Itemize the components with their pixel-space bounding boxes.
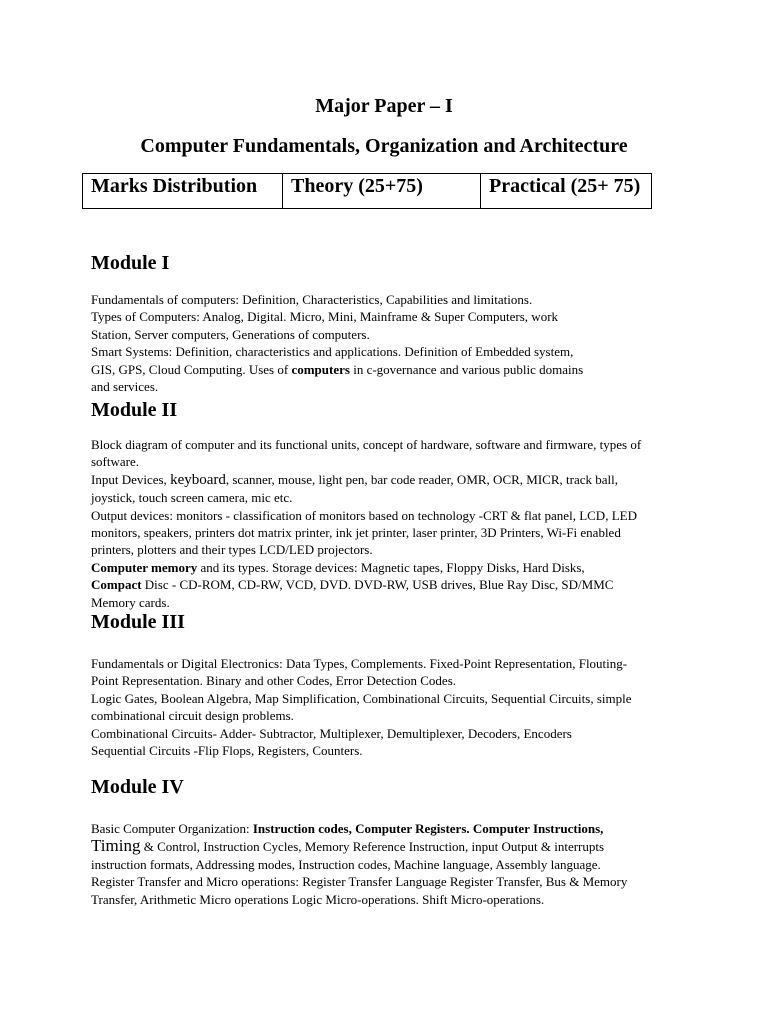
text-segment: , scanner, mouse, light pen, bar code reader, OMR, OCR, MICR, track ball, [225, 471, 618, 487]
module-text-line: instruction formats, Addressing modes, Instruction codes, Machine language, Assembly language. [91, 856, 601, 872]
module-text-line: Station, Server computers, Generations of computers. [91, 326, 370, 342]
module-text-line [91, 837, 691, 855]
module-1-text [91, 291, 691, 395]
module-2-heading: Module II [91, 399, 178, 421]
bold-text: Instruction codes, Computer Registers. Computer Instructions, [252, 821, 604, 836]
emphasized-text: keyboard [170, 471, 226, 488]
module-text-line [91, 820, 691, 837]
module-text-line: printers, plotters and their types LCD/LED projectors. [91, 542, 373, 558]
module-3-heading: Module III [91, 611, 185, 633]
text-segment: GIS, GPS, Cloud Computing. Uses of [91, 361, 292, 377]
module-text-line [91, 559, 691, 576]
module-3-text [91, 655, 691, 759]
marks-table-row [83, 174, 652, 209]
module-text-line: Fundamentals or Digital Electronics: Data Types, Complements. Fixed-Point Representation, Flouting- [91, 656, 628, 671]
module-4-heading: Module IV [91, 776, 184, 798]
text-segment: Basic Computer Organization: [91, 821, 253, 836]
module-text-line: Output devices: monitors - classification of monitors based on technology -CRT & flat panel, LCD, LED [91, 507, 637, 523]
module-text-line [91, 361, 691, 378]
module-text-line: Transfer, Arithmetic Micro operations Logic Micro-operations. Shift Micro-operations. [91, 891, 545, 907]
theory-marks-cell: Theory (25+75) [283, 174, 481, 209]
text-segment: Disc - CD-ROM, CD-RW, VCD, DVD. DVD-RW, USB drives, Blue Ray Disc, SD/MMC [141, 577, 614, 593]
bold-text: computers [291, 361, 350, 377]
text-segment: Input Devices, [91, 471, 171, 487]
module-text-line: Types of Computers: Analog, Digital. Micro, Mini, Mainframe & Super Computers, work [91, 309, 559, 325]
module-text-line: Register Transfer and Micro operations: Register Transfer Language Register Transfer, Bus & Memory [91, 874, 628, 890]
module-text-line: Memory cards. [91, 594, 170, 610]
text-segment: in c-governance and various public domains [349, 361, 584, 377]
course-title: Computer Fundamentals, Organization and Architecture [140, 135, 628, 157]
module-4-text [91, 820, 691, 908]
bold-text: Computer memory [91, 559, 198, 575]
module-text-line [91, 576, 691, 593]
module-text-line: combinational circuit design problems. [91, 708, 294, 724]
module-text-line: Combinational Circuits- Adder- Subtractor, Multiplexer, Demultiplexer, Decoders, Encoders [91, 725, 572, 741]
module-text-line: and services. [91, 379, 159, 395]
module-text-line: Fundamentals of computers: Definition, Characteristics, Capabilities and limitations. [91, 292, 533, 307]
module-text-line: Smart Systems: Definition, characteristics and applications. Definition of Embedded system, [91, 344, 574, 360]
module-2-text [91, 436, 691, 611]
module-text-line: Point Representation. Binary and other Codes, Error Detection Codes. [91, 673, 457, 689]
text-segment: and its types. Storage devices: Magnetic tapes, Floppy Disks, Hard Disks, [197, 559, 585, 575]
module-text-line: software. [91, 454, 140, 470]
marks-label-cell: Marks Distribution [83, 174, 283, 209]
marks-distribution-table [82, 173, 652, 209]
module-text-line: Sequential Circuits -Flip Flops, Registers, Counters. [91, 743, 363, 759]
emphasized-text: Timing [91, 836, 141, 856]
paper-title: Major Paper – I [315, 95, 453, 117]
module-text-line: monitors, speakers, printers dot matrix printer, ink jet printer, laser printer, 3D Printers, Wi-Fi enabled [91, 525, 621, 541]
module-text-line: Logic Gates, Boolean Algebra, Map Simplification, Combinational Circuits, Sequential Circuits, simple [91, 690, 632, 706]
bold-text: Compact [91, 577, 142, 593]
module-text-line: joystick, touch screen camera, mic etc. [91, 490, 293, 506]
module-1-heading: Module I [91, 252, 170, 274]
module-text-line [91, 471, 691, 489]
text-segment: & Control, Instruction Cycles, Memory Reference Instruction, input Output & interrupts [140, 839, 605, 855]
module-text-line: Block diagram of computer and its functional units, concept of hardware, software and firmware, types of [91, 437, 642, 452]
practical-marks-cell: Practical (25+ 75) [481, 174, 652, 209]
